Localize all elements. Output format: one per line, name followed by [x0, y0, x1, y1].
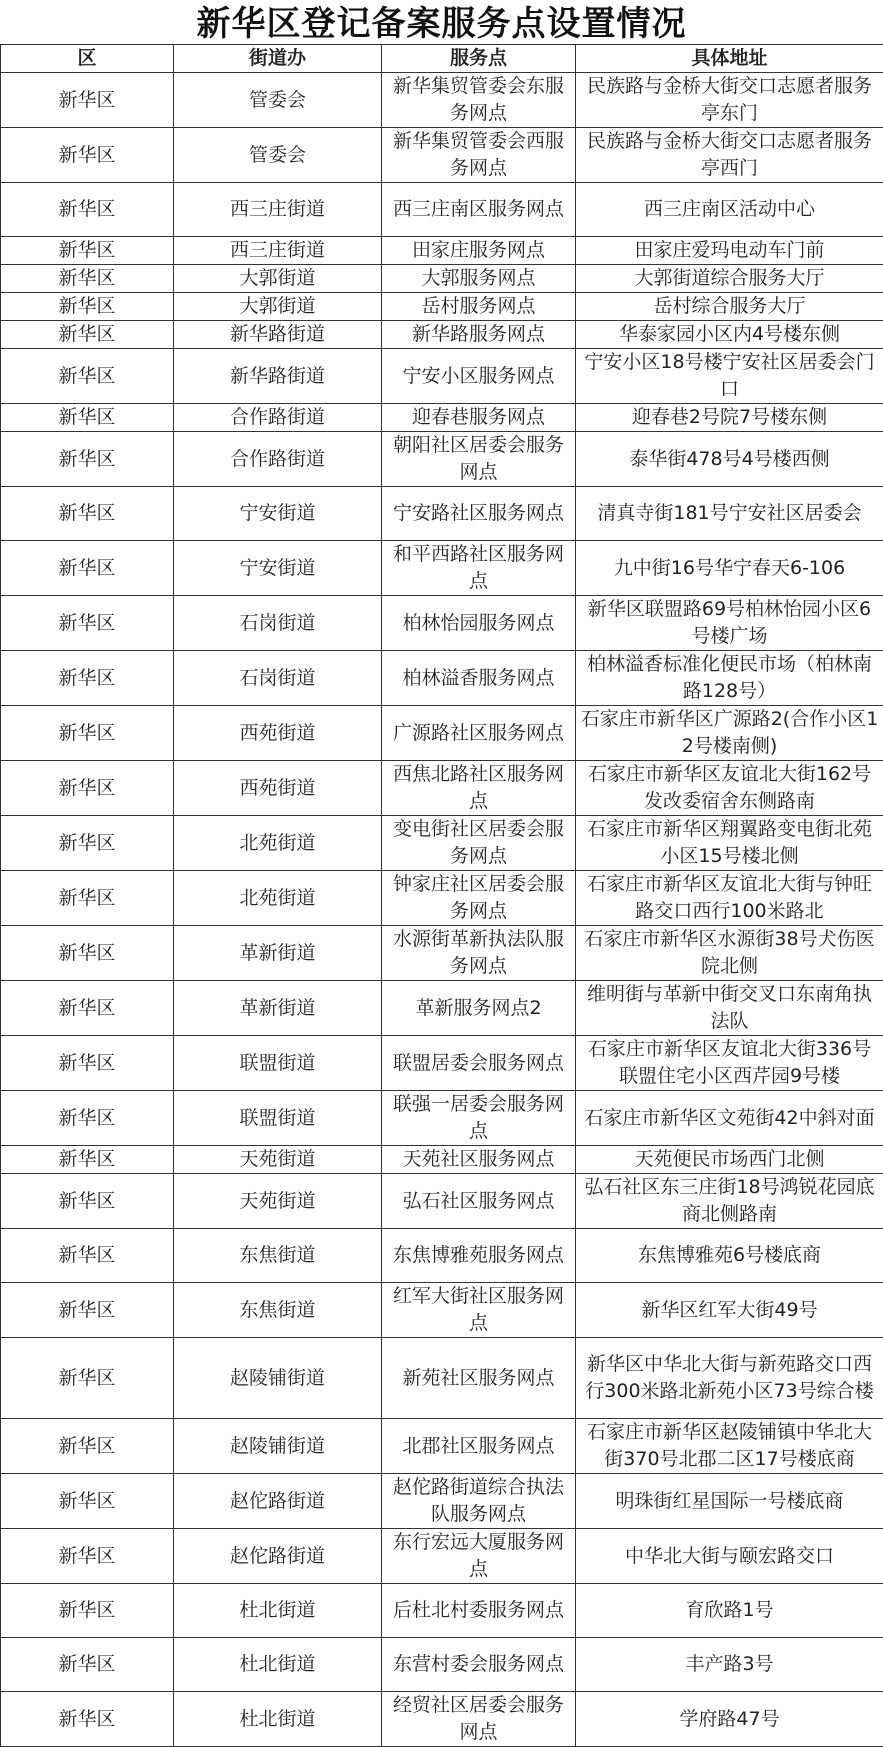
- table-row: [1, 1474, 883, 1529]
- address-cell: 天苑便民市场西门北侧: [576, 1146, 883, 1174]
- street-office-cell: 联盟街道: [174, 1091, 382, 1146]
- address-cell: 石家庄市新华区水源街38号犬伤医院北侧: [576, 926, 883, 981]
- header-district: 区: [1, 45, 174, 73]
- district-cell: 新华区: [1, 981, 174, 1036]
- street-office-cell: 合作路街道: [174, 432, 382, 487]
- district-cell: 新华区: [1, 349, 174, 404]
- service-point-cell: 新华集贸管委会西服务网点: [382, 128, 576, 183]
- street-office-cell: 宁安街道: [174, 487, 382, 541]
- service-point-cell: 变电街社区居委会服务网点: [382, 816, 576, 871]
- street-office-cell: 杜北街道: [174, 1692, 382, 1747]
- service-point-cell: 大郭服务网点: [382, 265, 576, 293]
- street-office-cell: 东焦街道: [174, 1229, 382, 1283]
- address-cell: 石家庄市新华区翔翼路变电街北苑小区15号楼北侧: [576, 816, 883, 871]
- table-row: [1, 1283, 883, 1338]
- service-point-cell: 红军大街社区服务网点: [382, 1283, 576, 1338]
- street-office-cell: 杜北街道: [174, 1584, 382, 1638]
- table-row: [1, 1419, 883, 1474]
- district-cell: 新华区: [1, 1229, 174, 1283]
- street-office-cell: 西三庄街道: [174, 237, 382, 265]
- address-cell: 石家庄市新华区赵陵铺镇中华北大街370号北郡二区17号楼底商: [576, 1419, 883, 1474]
- service-point-cell: 联盟居委会服务网点: [382, 1036, 576, 1091]
- district-cell: 新华区: [1, 651, 174, 706]
- district-cell: 新华区: [1, 432, 174, 487]
- table-header-row: [1, 45, 883, 73]
- table-row: [1, 183, 883, 237]
- address-cell: 九中街16号华宁春天6-106: [576, 541, 883, 596]
- service-point-cell: 经贸社区居委会服务网点: [382, 1692, 576, 1747]
- district-cell: 新华区: [1, 1036, 174, 1091]
- service-point-cell: 田家庄服务网点: [382, 237, 576, 265]
- district-cell: 新华区: [1, 237, 174, 265]
- table-row: [1, 432, 883, 487]
- table-row: [1, 651, 883, 706]
- street-office-cell: 天苑街道: [174, 1174, 382, 1229]
- district-cell: 新华区: [1, 926, 174, 981]
- street-office-cell: 北苑街道: [174, 871, 382, 926]
- district-cell: 新华区: [1, 1283, 174, 1338]
- address-cell: 东焦博雅苑6号楼底商: [576, 1229, 883, 1283]
- address-cell: 明珠街红星国际一号楼底商: [576, 1474, 883, 1529]
- street-office-cell: 东焦街道: [174, 1283, 382, 1338]
- service-point-cell: 赵佗路街道综合执法队服务网点: [382, 1474, 576, 1529]
- address-cell: 大郭街道综合服务大厅: [576, 265, 883, 293]
- address-cell: 石家庄市新华区友谊北大街162号发改委宿舍东侧路南: [576, 761, 883, 816]
- address-cell: 迎春巷2号院7号楼东侧: [576, 404, 883, 432]
- service-point-cell: 东行宏远大厦服务网点: [382, 1529, 576, 1584]
- street-office-cell: 赵佗路街道: [174, 1474, 382, 1529]
- street-office-cell: 西苑街道: [174, 761, 382, 816]
- address-cell: 岳村综合服务大厅: [576, 293, 883, 321]
- table-row: [1, 1036, 883, 1091]
- address-cell: 维明街与革新中街交叉口东南角执法队: [576, 981, 883, 1036]
- street-office-cell: 西三庄街道: [174, 183, 382, 237]
- header-service-point: 服务点: [382, 45, 576, 73]
- district-cell: 新华区: [1, 1419, 174, 1474]
- table-row: [1, 1174, 883, 1229]
- table-row: [1, 1229, 883, 1283]
- address-cell: 石家庄市新华区友谊北大街与钟旺路交口西行100米路北: [576, 871, 883, 926]
- table-row: [1, 404, 883, 432]
- service-point-cell: 新苑社区服务网点: [382, 1338, 576, 1419]
- page-title: 新华区登记备案服务点设置情况: [0, 0, 883, 44]
- district-cell: 新华区: [1, 541, 174, 596]
- street-office-cell: 赵陵铺街道: [174, 1419, 382, 1474]
- service-point-cell: 柏林怡园服务网点: [382, 596, 576, 651]
- table-row: [1, 761, 883, 816]
- street-office-cell: 大郭街道: [174, 293, 382, 321]
- service-point-cell: 新华路服务网点: [382, 321, 576, 349]
- header-street-office: 街道办: [174, 45, 382, 73]
- service-point-cell: 西焦北路社区服务网点: [382, 761, 576, 816]
- street-office-cell: 革新街道: [174, 926, 382, 981]
- table-row: [1, 293, 883, 321]
- service-point-cell: 朝阳社区居委会服务网点: [382, 432, 576, 487]
- service-point-cell: 革新服务网点2: [382, 981, 576, 1036]
- address-cell: 石家庄市新华区友谊北大街336号联盟住宅小区西芹园9号楼: [576, 1036, 883, 1091]
- district-cell: 新华区: [1, 265, 174, 293]
- district-cell: 新华区: [1, 1692, 174, 1747]
- service-point-cell: 东营村委会服务网点: [382, 1638, 576, 1692]
- service-point-cell: 联强一居委会服务网点: [382, 1091, 576, 1146]
- table-row: [1, 1692, 883, 1747]
- district-cell: 新华区: [1, 1146, 174, 1174]
- district-cell: 新华区: [1, 1338, 174, 1419]
- address-cell: 宁安小区18号楼宁安社区居委会门口: [576, 349, 883, 404]
- address-cell: 清真寺街181号宁安社区居委会: [576, 487, 883, 541]
- service-point-cell: 和平西路社区服务网点: [382, 541, 576, 596]
- address-cell: 华泰家园小区内4号楼东侧: [576, 321, 883, 349]
- street-office-cell: 杜北街道: [174, 1638, 382, 1692]
- address-cell: 中华北大街与颐宏路交口: [576, 1529, 883, 1584]
- street-office-cell: 管委会: [174, 128, 382, 183]
- address-cell: 学府路47号: [576, 1692, 883, 1747]
- service-point-cell: 新华集贸管委会东服务网点: [382, 73, 576, 128]
- table-row: [1, 541, 883, 596]
- service-point-cell: 岳村服务网点: [382, 293, 576, 321]
- table-row: [1, 128, 883, 183]
- address-cell: 石家庄市新华区文苑街42中斜对面: [576, 1091, 883, 1146]
- table-row: [1, 871, 883, 926]
- service-point-cell: 广源路社区服务网点: [382, 706, 576, 761]
- district-cell: 新华区: [1, 871, 174, 926]
- address-cell: 民族路与金桥大街交口志愿者服务亭东门: [576, 73, 883, 128]
- header-address: 具体地址: [576, 45, 883, 73]
- service-point-cell: 柏林溢香服务网点: [382, 651, 576, 706]
- table-row: [1, 1529, 883, 1584]
- service-point-cell: 东焦博雅苑服务网点: [382, 1229, 576, 1283]
- service-point-cell: 宁安路社区服务网点: [382, 487, 576, 541]
- district-cell: 新华区: [1, 293, 174, 321]
- table-row: [1, 596, 883, 651]
- service-point-cell: 钟家庄社区居委会服务网点: [382, 871, 576, 926]
- service-point-cell: 后杜北村委服务网点: [382, 1584, 576, 1638]
- district-cell: 新华区: [1, 1638, 174, 1692]
- address-cell: 柏林溢香标准化便民市场（柏林南路128号）: [576, 651, 883, 706]
- address-cell: 弘石社区东三庄街18号鸿锐花园底商北侧路南: [576, 1174, 883, 1229]
- street-office-cell: 西苑街道: [174, 706, 382, 761]
- table-row: [1, 73, 883, 128]
- table-row: [1, 926, 883, 981]
- district-cell: 新华区: [1, 816, 174, 871]
- district-cell: 新华区: [1, 1584, 174, 1638]
- address-cell: 泰华街478号4号楼西侧: [576, 432, 883, 487]
- district-cell: 新华区: [1, 321, 174, 349]
- table-row: [1, 706, 883, 761]
- street-office-cell: 宁安街道: [174, 541, 382, 596]
- service-point-table: [0, 44, 883, 1747]
- address-cell: 田家庄爱玛电动车门前: [576, 237, 883, 265]
- address-cell: 西三庄南区活动中心: [576, 183, 883, 237]
- table-row: [1, 321, 883, 349]
- district-cell: 新华区: [1, 1474, 174, 1529]
- address-cell: 新华区中华北大街与新苑路交口西行300米路北新苑小区73号综合楼: [576, 1338, 883, 1419]
- street-office-cell: 石岗街道: [174, 651, 382, 706]
- district-cell: 新华区: [1, 1091, 174, 1146]
- table-row: [1, 349, 883, 404]
- table-row: [1, 487, 883, 541]
- street-office-cell: 新华路街道: [174, 349, 382, 404]
- table-row: [1, 265, 883, 293]
- district-cell: 新华区: [1, 1174, 174, 1229]
- district-cell: 新华区: [1, 596, 174, 651]
- service-point-cell: 宁安小区服务网点: [382, 349, 576, 404]
- service-point-cell: 北郡社区服务网点: [382, 1419, 576, 1474]
- table-body: [1, 73, 883, 1747]
- address-cell: 丰产路3号: [576, 1638, 883, 1692]
- table-row: [1, 1638, 883, 1692]
- table-row: [1, 981, 883, 1036]
- street-office-cell: 天苑街道: [174, 1146, 382, 1174]
- street-office-cell: 管委会: [174, 73, 382, 128]
- district-cell: 新华区: [1, 706, 174, 761]
- service-point-cell: 西三庄南区服务网点: [382, 183, 576, 237]
- street-office-cell: 石岗街道: [174, 596, 382, 651]
- address-cell: 育欣路1号: [576, 1584, 883, 1638]
- table-row: [1, 1584, 883, 1638]
- street-office-cell: 赵陵铺街道: [174, 1338, 382, 1419]
- table-row: [1, 1338, 883, 1419]
- district-cell: 新华区: [1, 73, 174, 128]
- street-office-cell: 联盟街道: [174, 1036, 382, 1091]
- district-cell: 新华区: [1, 761, 174, 816]
- table-row: [1, 1146, 883, 1174]
- service-point-cell: 天苑社区服务网点: [382, 1146, 576, 1174]
- address-cell: 新华区红军大街49号: [576, 1283, 883, 1338]
- address-cell: 民族路与金桥大街交口志愿者服务亭西门: [576, 128, 883, 183]
- street-office-cell: 赵佗路街道: [174, 1529, 382, 1584]
- street-office-cell: 大郭街道: [174, 265, 382, 293]
- service-point-cell: 水源街革新执法队服务网点: [382, 926, 576, 981]
- address-cell: 石家庄市新华区广源路2(合作小区12号楼南侧): [576, 706, 883, 761]
- service-point-cell: 弘石社区服务网点: [382, 1174, 576, 1229]
- table-row: [1, 816, 883, 871]
- street-office-cell: 新华路街道: [174, 321, 382, 349]
- street-office-cell: 北苑街道: [174, 816, 382, 871]
- district-cell: 新华区: [1, 1529, 174, 1584]
- service-point-cell: 迎春巷服务网点: [382, 404, 576, 432]
- district-cell: 新华区: [1, 183, 174, 237]
- district-cell: 新华区: [1, 128, 174, 183]
- table-row: [1, 1091, 883, 1146]
- street-office-cell: 合作路街道: [174, 404, 382, 432]
- address-cell: 新华区联盟路69号柏林怡园小区6号楼广场: [576, 596, 883, 651]
- street-office-cell: 革新街道: [174, 981, 382, 1036]
- table-row: [1, 237, 883, 265]
- district-cell: 新华区: [1, 404, 174, 432]
- district-cell: 新华区: [1, 487, 174, 541]
